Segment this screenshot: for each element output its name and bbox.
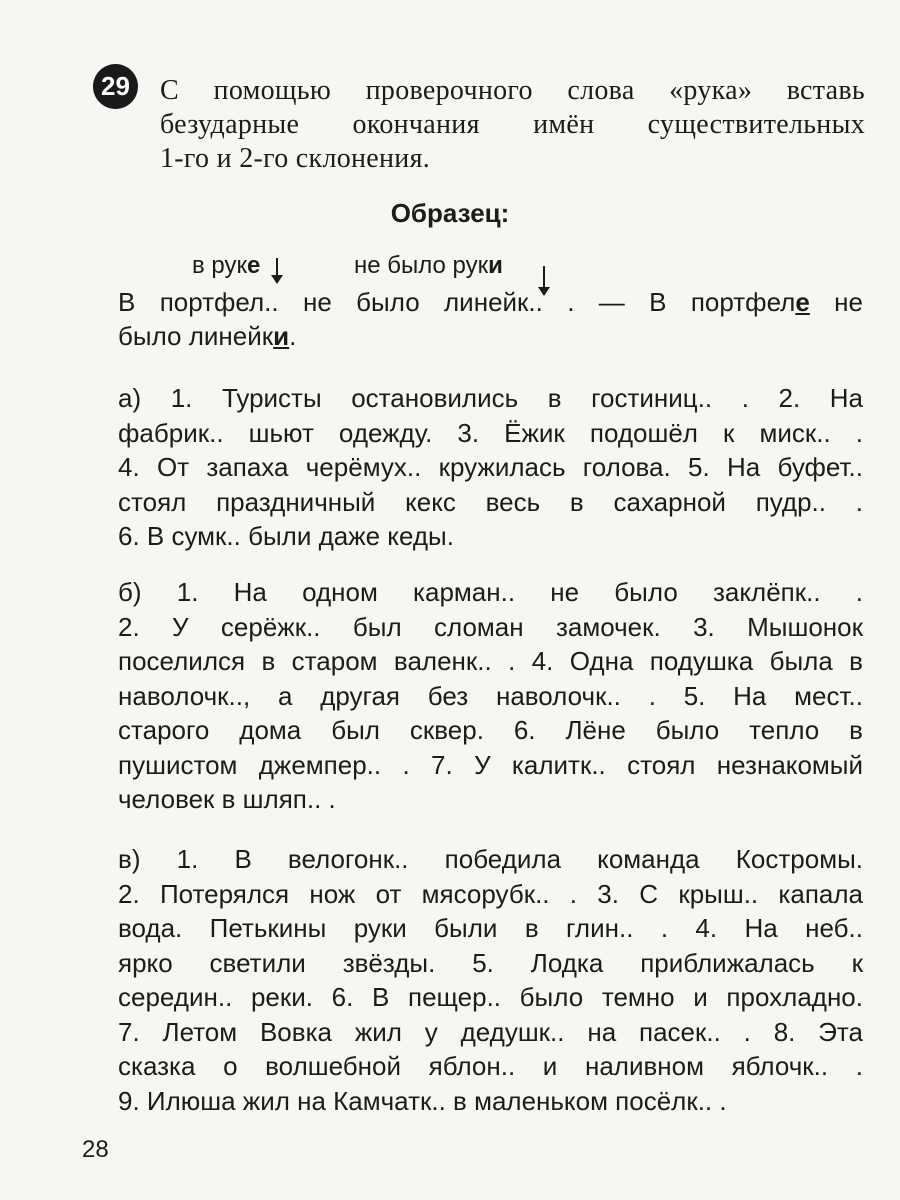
section-v-line: сказка о волшебной яблон.. и наливном яблочк.. .: [118, 1051, 863, 1081]
section-b-line: 2. У серёжк.. был сломан замочек. 3. Мышонок: [118, 611, 863, 642]
section-b-line: б) 1. На одном карман.. не было заклёпк.. .: [118, 577, 863, 607]
section-a-line: а) 1. Туристы остановились в гостиниц.. . 2. На: [118, 383, 863, 413]
hint-left: [192, 252, 260, 280]
section-a-line: фабрик.. шьют одежду. 3. Ёжик подошёл к миск.. .: [118, 417, 863, 448]
sample-underlined-ending: и: [273, 321, 290, 351]
section-v-line: середин.. реки. 6. В пещер.. было темно и прохладно.: [118, 982, 863, 1012]
section-v-line: в) 1. В велогонк.. победила команда Костромы.: [118, 844, 863, 874]
page-number: 28: [82, 1136, 109, 1163]
sample-part: не было линейк..: [303, 287, 543, 317]
section-v-line: 7. Летом Вовка жил у дедушк.. на пасек.. . 8. Эта: [118, 1016, 863, 1047]
sample-part: В портфел..: [118, 287, 279, 317]
section-v-line: вода. Петькины руки были в глин.. . 4. На неб..: [118, 913, 863, 943]
sample-part: было линейк: [118, 321, 274, 351]
section-a-line: 6. В сумк.. были даже кеды.: [118, 521, 454, 551]
hint-left-ending: е: [247, 252, 261, 279]
sample-underlined-ending: е: [795, 287, 810, 317]
section-a-line: 4. От запаха черёмух.. кружилась голова. 5. На буфет..: [118, 452, 863, 482]
section-a: [118, 381, 863, 554]
section-b-line: наволочк.., а другая без наволочк.. . 5. На мест..: [118, 680, 863, 711]
section-v-line: 9. Илюша жил на Камчатк.. в маленьком посёлк.. .: [118, 1085, 727, 1116]
sample-title: Образец:: [390, 198, 510, 228]
section-v: [118, 842, 863, 1118]
hint-right-ending: и: [488, 252, 503, 279]
hint-right-prefix: не было рук: [354, 252, 489, 279]
instruction-line: С помощью проверочного слова «рука» вставь: [160, 75, 865, 106]
instruction-line: 1-го и 2-го склонения.: [160, 143, 431, 174]
section-b-line: поселился в старом валенк.. . 4. Одна подушка была в: [118, 646, 863, 676]
hint-left-prefix: в рук: [192, 252, 247, 279]
section-b-line: старого дома был сквер. 6. Лёне было тепло в: [118, 715, 863, 745]
section-v-line: ярко светили звёзды. 5. Лодка приближалась к: [118, 947, 863, 978]
section-b: [118, 575, 863, 817]
task-number-badge: 29: [93, 64, 138, 109]
sample-line-1: [118, 285, 863, 319]
hint-arrow-left-icon: [276, 258, 278, 282]
section-b-line: пушистом джемпер.. . 7. У калитк.. стоял незнакомый: [118, 749, 863, 780]
sample-part-text: . — В портфел: [567, 287, 796, 317]
section-v-line: 2. Потерялся нож от мясорубк.. . 3. С крыш.. капала: [118, 878, 863, 909]
sample-part: .: [289, 321, 297, 351]
section-a-line: стоял праздничный кекс весь в сахарной пудр.. .: [118, 486, 863, 517]
sample-line-2: [118, 319, 863, 353]
task-instruction: [160, 74, 865, 176]
hint-right: [354, 252, 503, 280]
sample-part: [567, 287, 810, 317]
sample-text: [118, 285, 863, 353]
section-b-line: человек в шляп.. .: [118, 784, 336, 814]
instruction-line: безударные окончания имён существительных: [160, 109, 865, 140]
sample-part: не: [834, 287, 863, 317]
